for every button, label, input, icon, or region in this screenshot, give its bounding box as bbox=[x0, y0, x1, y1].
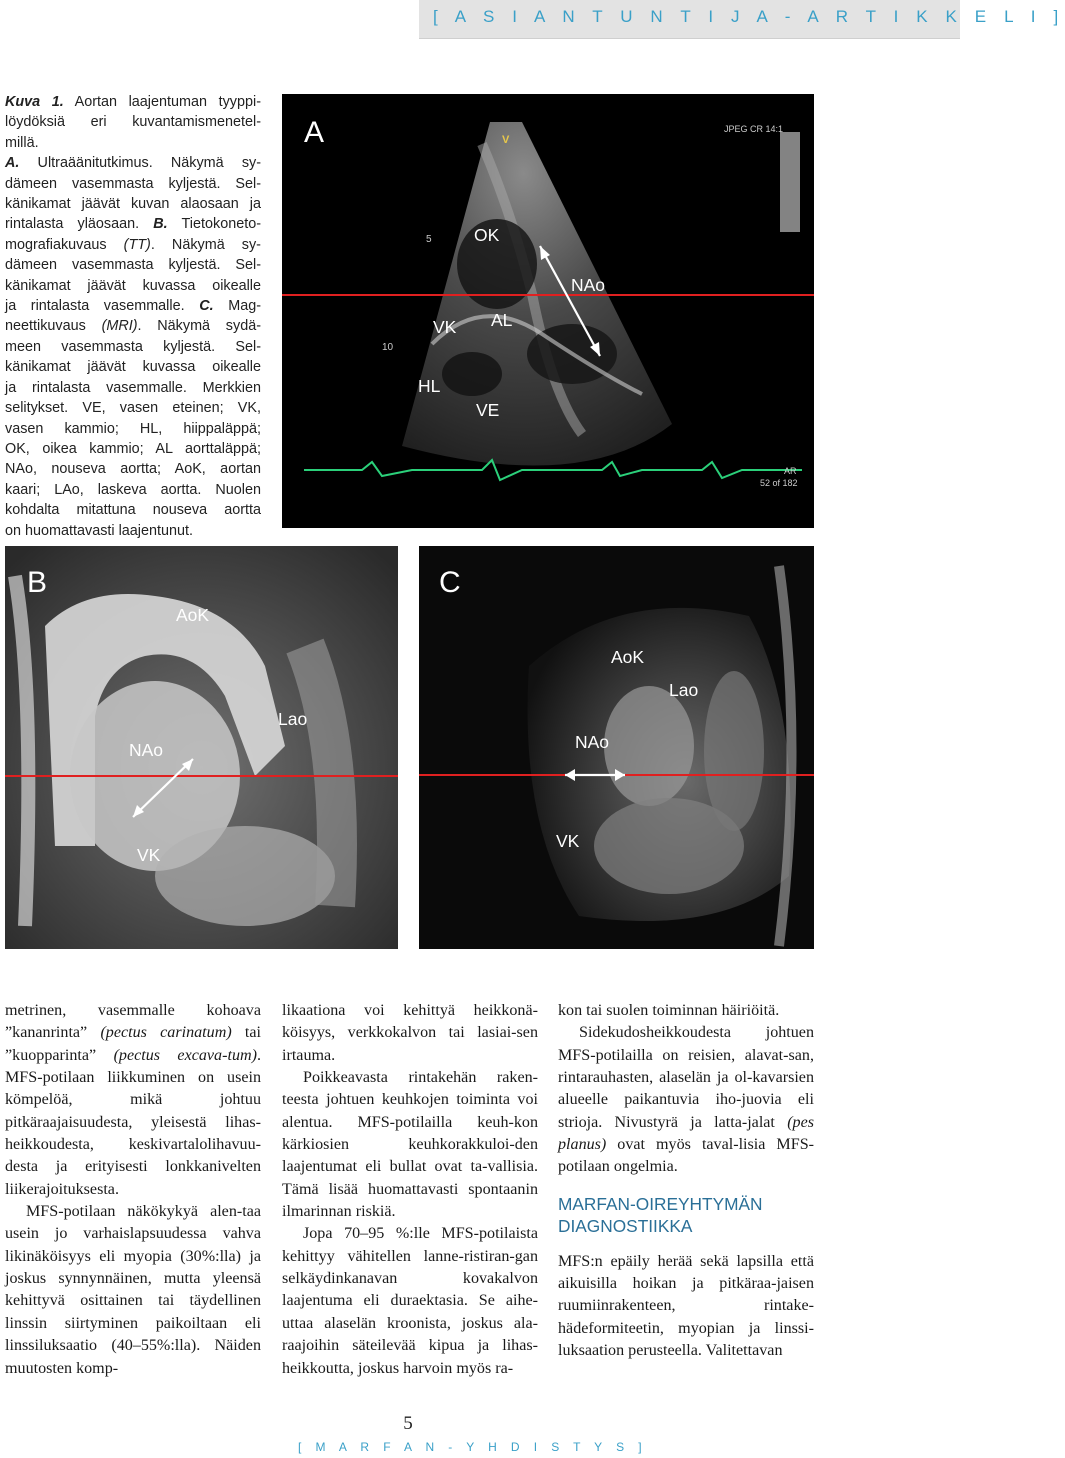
panel-label-a: A bbox=[304, 116, 325, 149]
label-al: AL bbox=[491, 310, 513, 330]
caption-line: OK, oikea kammio; AL aorttaläppä; bbox=[5, 440, 261, 457]
figure-c-mri bbox=[419, 546, 814, 949]
mri-image bbox=[419, 546, 814, 949]
overlay-depth-5: 5 bbox=[426, 234, 432, 245]
label-aok: AoK bbox=[611, 647, 645, 667]
label-ok: OK bbox=[474, 225, 500, 245]
label-lao: Lao bbox=[278, 709, 308, 729]
figure-b-ct bbox=[5, 546, 398, 949]
article-type-tag bbox=[419, 0, 1065, 39]
caption-line: NAo, nouseva aortta; AoK, aortan bbox=[5, 461, 261, 478]
caption-line: dämeen vasemmasta kyljestä. Sel- bbox=[5, 175, 261, 192]
caption-line: känikamat jäävät kuvassa oikealle bbox=[5, 277, 261, 294]
caption-line: selitykset. VE, vasen eteinen; VK, bbox=[5, 400, 261, 417]
caption-line: kohdalta mitattuna nouseva aortta bbox=[5, 502, 261, 519]
overlay-depth-10: 10 bbox=[382, 342, 394, 353]
panel-label-c: C bbox=[439, 566, 461, 599]
section-heading: MARFAN-OIREYHTYMÄN DIAGNOSTIIKKA bbox=[558, 1193, 763, 1236]
caption-line: A. Ultraäänitutkimus. Näkymä sy- bbox=[5, 155, 261, 172]
label-nao: NAo bbox=[571, 275, 606, 295]
overlay-v: V bbox=[502, 134, 510, 146]
caption-line: millä. bbox=[5, 134, 39, 151]
overlay-ar: AR bbox=[784, 466, 797, 476]
ultrasound-image bbox=[282, 94, 814, 528]
overlay-jpeg: JPEG CR 14:1 bbox=[724, 124, 784, 134]
body-column-2 bbox=[282, 1000, 538, 1380]
caption-line: dämeen vasemmasta kyljestä. Sel- bbox=[5, 257, 261, 274]
caption-line: Kuva 1. Aortan laajentuman tyyppi- bbox=[5, 94, 261, 110]
body-column-3 bbox=[558, 1000, 814, 1362]
body-paragraph: kon tai suolen toiminnan häiriöitä. bbox=[558, 1002, 780, 1019]
label-nao: NAo bbox=[129, 740, 164, 760]
caption-line: vasen kammio; HL, hiippaläppä; bbox=[5, 420, 261, 437]
label-aok: AoK bbox=[176, 605, 210, 625]
caption-line: kaari; LAo, laskeva aortta. Nuolen bbox=[5, 481, 261, 498]
caption-line: neettikuvaus (MRI). Näkymä sydä- bbox=[5, 318, 261, 335]
label-vk: VK bbox=[556, 831, 580, 851]
caption-line: rintalasta yläosaan. B. Tietokoneto- bbox=[5, 216, 261, 233]
journal-footer: [ M A R F A N - Y H D I S T Y S ] bbox=[298, 1440, 647, 1454]
caption-line: meen vasemmasta kyljestä. Sel- bbox=[5, 338, 261, 355]
label-hl: HL bbox=[418, 376, 441, 396]
body-paragraph: Poikkeavasta rintakehän raken-teesta johtuen keuhkojen toiminta voi alentua. MFS-potilailla keuh-kon kärkiosien keuhkorakkuloi-den laajentumat eli bullat ovat ta-vallisia. Tämä lisää huomattavasti spontaanin ilmarinnan riskiä. bbox=[282, 1069, 538, 1221]
body-column-1 bbox=[5, 1000, 261, 1380]
caption-line: löydöksiä eri kuvantamismenetel- bbox=[5, 114, 261, 131]
label-vk: VK bbox=[137, 845, 161, 865]
label-ve: VE bbox=[476, 400, 500, 420]
caption-line: on huomattavasti laajentunut. bbox=[5, 522, 194, 539]
body-paragraph: likaationa voi kehittyä heikkonä-köisyys, verkkokalvon tai lasiai-sen irtauma. bbox=[282, 1002, 538, 1064]
body-paragraph: MFS-potilaan näkökykyä alen-taa usein jo varhaislapsuudessa vahva likinäköisyys eli myopia (30%:lla) ja joskus synnynnäinen, mutta yleensä kehittyvä osittainen tai täydellinen linssin siirtyminen paikoiltaan eli linssiluksaatio (40–55%:lla). Näiden muutosten komp- bbox=[5, 1203, 261, 1377]
caption-line: mografiakuvaus (TT). Näkymä sy- bbox=[5, 236, 261, 253]
caption-line: ja rintalasta vasemmalle. Merkkien bbox=[5, 379, 261, 396]
overlay-frame: 52 of 182 bbox=[760, 478, 798, 488]
figure-caption bbox=[5, 92, 261, 541]
label-vk: VK bbox=[433, 317, 457, 337]
label-nao: NAo bbox=[575, 732, 610, 752]
body-paragraph: Jopa 70–95 %:lle MFS-potilaista kehittyy vähitellen lanne-ristiran-gan selkäydinkanavan kovakalvon laajentuma eli duraektasia. Se aihe-uttaa alaselän kroonista, joskus ala-raajoihin säteilevää kipua ja lihas-heikkoutta, joskus harvoin myös ra- bbox=[282, 1225, 538, 1377]
body-paragraph: MFS:n epäily herää sekä lapsilla että aikuisilla hoikan ja pitkäraa-jaisen ruumiinrakenteen, rintake-hädeformiteetin, myopian ja linssi-luksaation perusteella. Valitettavan bbox=[558, 1252, 814, 1360]
caption-line: ja rintalasta vasemmalle. C. Mag- bbox=[5, 298, 261, 315]
page-number: 5 bbox=[403, 1413, 413, 1434]
caption-line: känikamat jäävät kuvan alaosaan ja bbox=[5, 196, 261, 213]
article-type-label: [ A S I A N T U N T I J A - A R T I K K E L I ] bbox=[433, 7, 1065, 26]
label-lao: Lao bbox=[669, 680, 699, 700]
caption-line: känikamat jäävät kuvassa oikealle bbox=[5, 359, 261, 376]
body-paragraph: Sidekudosheikkoudesta johtuen MFS-potilailla on reisien, alavat-san, rintarauhasten, alaselän ja ol-kavarsien alueelle paikantuvia iho-juovia eli strioja. Nivustyrä ja latta-jalat (pes planus) ovat myös taval-lisia MFS-potilaan ongelmia. bbox=[558, 1024, 814, 1176]
figure-a-ultrasound bbox=[282, 94, 814, 528]
panel-label-b: B bbox=[27, 566, 48, 599]
body-paragraph: metrinen, vasemmalle kohoava ”kananrinta” (pectus carinatum) tai ”kuopparinta” (pectus excava-tum). MFS-potilaan liikkuminen on usein kömpelöä, mikä johtuu pitkäraajaisuudesta, yleisestä lihas-heikkoudesta, keskivartalolihavuu-desta ja erityisesti lonkkanivelten liikerajoituksesta. bbox=[5, 1002, 262, 1198]
